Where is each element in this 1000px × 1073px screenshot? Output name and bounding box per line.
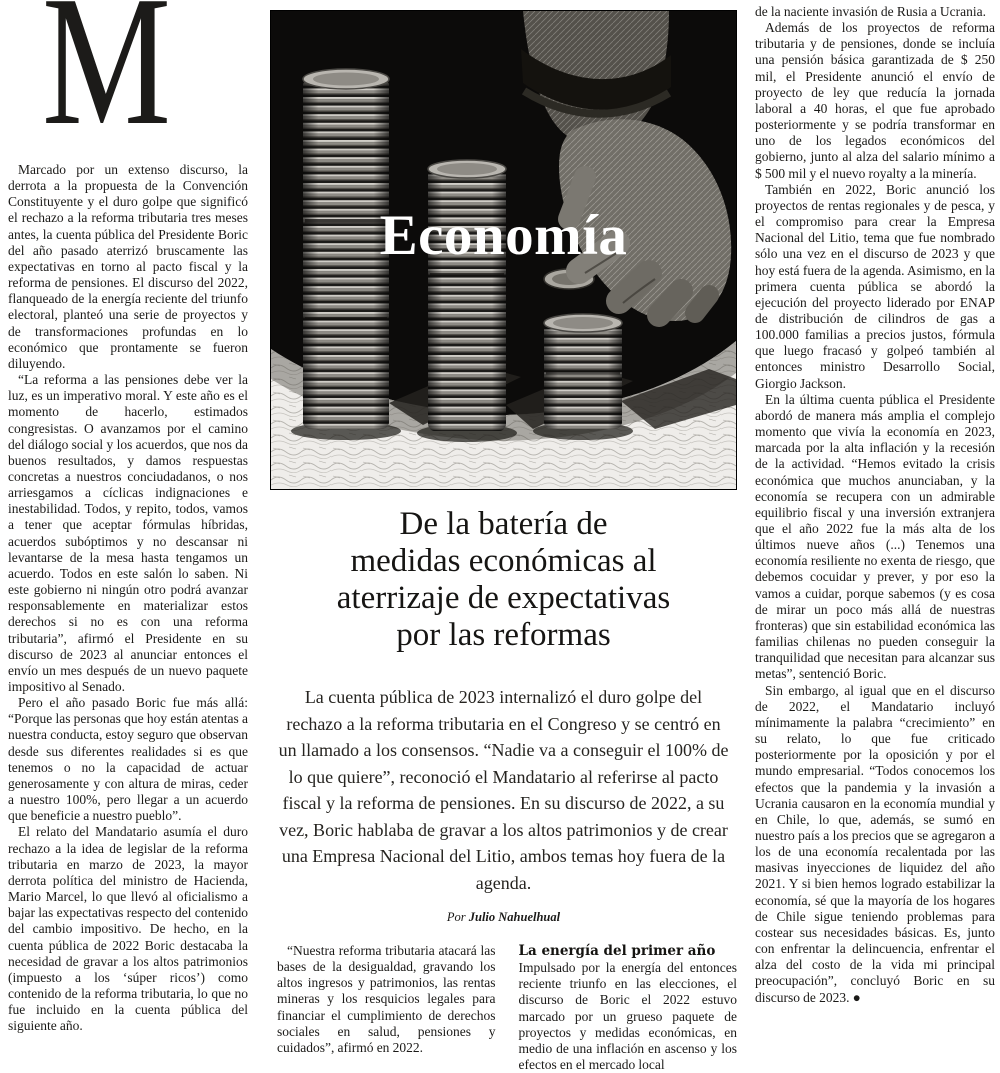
medium-coin-stack: [428, 160, 506, 431]
headline: [270, 506, 737, 654]
body-paragraph: También en 2022, Boric anunció los proyectos de rentas regionales y de pesca, y el compromiso para crear la Empresa Nacional del Litio, tema que fue nombrado sólo una vez en el discurso de 2023 y que hoy está fuera de la agenda. Asimismo, en la primera cuenta pública se abordó la ejecución del proyecto liderado por ENAP de distribución de cilindros de gas a 100.000 familias a precios justos, fórmula que luego fracasó y golpeó también al entonces ministro Desarrollo Social, Giorgio Jackson.: [755, 181, 995, 391]
body-paragraph: Pero el año pasado Boric fue más allá: “Porque las personas que hoy están atentas a nuestra conducta, estoy seguro que observan desde sus diferentes realidades si es que tenemos o no la capacidad de actuar generosamente y con altura de miras, ceder a nuestro 100%, pero llegar a un acuerdo que beneficie a nuestro pueblo”.: [8, 695, 248, 824]
headline-line: aterrizaje de expectativas: [336, 580, 671, 616]
drop-cap: [8, 0, 248, 164]
body-paragraph: Impulsado por la energía del entonces reciente triunfo en las elecciones, el discurso de Boric el 2022 estuvo marcado por un grueso paquete de proyectos y medidas económicas, en medio de una inflación en ascenso y los efectos en el mercado local: [518, 960, 737, 1073]
section-label: Economía: [379, 204, 628, 267]
byline-author: Julio Nahuelhual: [468, 910, 561, 924]
headline-line: medidas económicas al: [350, 543, 657, 579]
center-bottom-columns: [270, 943, 737, 1073]
coins-illustration: [270, 10, 737, 490]
headline-line: De la batería de: [399, 506, 608, 542]
deck: La cuenta pública de 2023 internalizó el duro golpe del rechazo a la reforma tributaria en el Congreso y se centró en un llamado a los consensos. “Nadie va a conseguir el 100% de lo que quiere”, reconoció el Mandatario al referirse al pacto fiscal y la reforma de pensiones. En su discurso de 2022, a su vez, Boric hablaba de gravar a los altos patrimonios y de crear una Empresa Nacional del Litio, ambos temas hoy fuera de la agenda.: [278, 687, 729, 893]
short-coin-stack: [544, 314, 622, 429]
byline: [270, 910, 737, 925]
drop-cap-letter: M: [42, 0, 172, 164]
body-paragraph: de la naciente invasión de Rusia a Ucrania.: [755, 4, 987, 19]
quote-column: [277, 943, 496, 1073]
center-column: [270, 10, 737, 1073]
body-paragraph: Marcado por un extenso discurso, la derrota a la propuesta de la Convención Constituyente y el duro golpe que significó el rechazo a la reforma tributaria tres meses antes, la cuenta pública del Presidente Boric del año pasado aterrizó bruscamente las expectativas en torno al pacto fiscal y la reforma de pensiones. El discurso del 2022, flanqueado de la energía reciente del triunfo electoral, planteó una serie de proyectos y de transformaciones profundas en lo económico que prontamente se fueron diluyendo.: [8, 162, 248, 371]
byline-prefix: Por: [446, 910, 466, 924]
body-paragraph: Además de los proyectos de reforma tributaria y de pensiones, donde se incluía una pensión básica garantizada de $ 250 mil, el Presidente anunció el envío de proyecto de ley que reducía la jornada laboral a 40 horas, el que fue aprobado posteriormente y se podría transformar en uno de los legados económicos del gobierno, junto al alza del salario mínimo a $ 500 mil y el nuevo royalty a la minería.: [755, 20, 995, 181]
body-paragraph: En la última cuenta pública el Presidente abordó de manera más amplia el complejo momento que vivía la economía en 2023, marcada por la alta inflación y la recesión de la actividad. “Hemos evitado la crisis económica que muchos anunciaban, y la economía se recupera con un admirable equilibrio fiscal y una inversión extranjera que el año 2022 fue la más alta de los últimos nueve años (...) Tenemos una economía resiliente no exenta de riesgo, que debemos cocuidar y prever, y por eso la vamos a cuidar, porque sabemos (y es cosa de mirar un poco más allá de nuestras fronteras) que sin estabilidad económica las familias chilenas no pueden conseguir la tranquilidad que necesitan para alcanzar sus metas”, sentenció Boric.: [755, 391, 995, 682]
body-paragraph: “Nuestra reforma tributaria atacará las bases de la desigualdad, gravando los altos ingresos y patrimonios, las rentas mineras y los resquicios legales para financiar el cumplimiento de derechos sociales en salud, pensiones y cuidados”, afirmó en 2022.: [277, 943, 496, 1055]
body-paragraph: “La reforma a las pensiones debe ver la luz, es un imperativo moral. Y este año es el momento de hacerlo, estimados congresistas. O avanzamos por el camino del diálogo social y los acuerdos, que nos da buenos resultados, y damos respuestas concretas a nuestros conciudadanos, o nos arriesgamos a cíclicas indignaciones e inestabilidad. Todos, y repito, todos, vamos a tener que aceptar fórmulas híbridas, acuerdos subóptimos y no descansar ni levantarse de la mesa hasta tengamos un acuerdo. Todos en este salón lo saben. Ni este gobierno ni ningún otro podrá avanzar responsablemente en materializar estos derechos si no es con una reforma tributaria”, afirmó el Presidente en su discurso de 2023 al anunciar entonces el envío un mes después de un nuevo paquete impositivo al Senado.: [8, 372, 248, 694]
headline-line: por las reformas: [396, 617, 611, 653]
right-column: [755, 4, 995, 1006]
first-year-column: [519, 943, 738, 1073]
left-column: [8, 0, 248, 1034]
body-paragraph: El relato del Mandatario asumía el duro rechazo a la idea de legislar de la reforma tributaria en marzo de 2023, la mayor derrota política del ministro de Hacienda, Mario Marcel, lo que llevó al oficialismo a bajar las expectativas respecto del contenido del cambio impositivo. De hecho, en la cuenta pública de 2022 Boric destacaba la necesidad de gravar a los altos patrimonios (impuesto a los ‘súper ricos’) como contenido de la reforma tributaria, lo que no fue incluido en la cuenta pública del siguiente año.: [8, 824, 248, 1034]
body-paragraph: Sin embargo, al igual que en el discurso de 2022, el Mandatario incluyó mínimamente la palabra “crecimiento” en su relato, lo que fue criticado posteriormente por la oposición y por el mundo empresarial. “Todos conocemos los efectos que la pandemia y la invasión a Ucrania causaron en la economía mundial y en Chile, lo que, además, se sumó en nuestro país a los precios que se agregaron a los de una economía recalentada por las masivas inyecciones de liquidez del año 2021. Y si bien hemos logrado estabilizar la economía, sé que la mayoría de los hogares de Chile sigue teniendo problemas para costear sus necesidades básicas. Es, junto con enfrentar la delincuencia, enfrentar el alza del costo de la vida mi principal preocupación”, concluyó Boric en su discurso de 2023. ●: [755, 682, 995, 1005]
subsection-heading: La energía del primer año: [518, 943, 716, 959]
